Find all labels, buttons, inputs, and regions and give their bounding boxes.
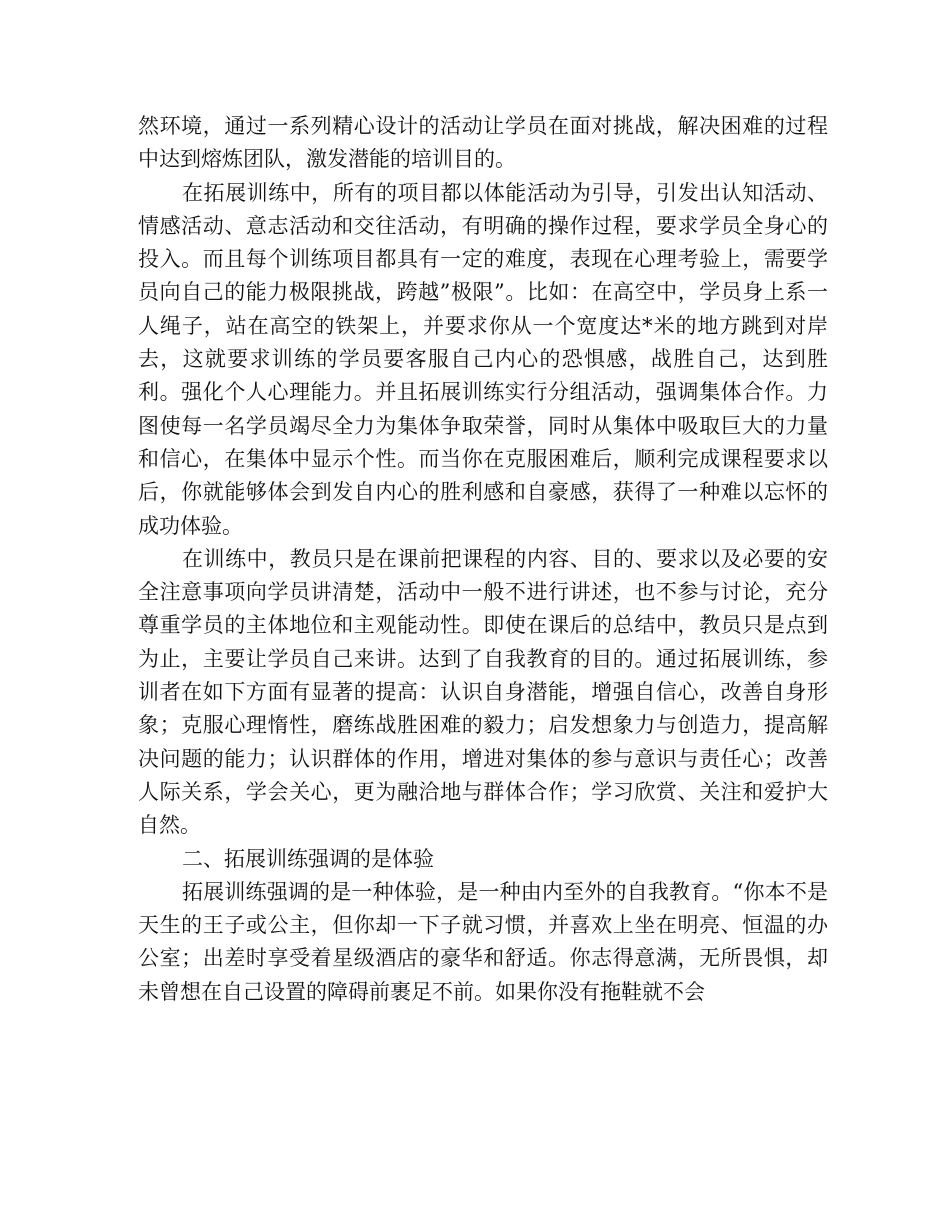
paragraph-2: 在拓展训练中，所有的项目都以体能活动为引导，引发出认知活动、情感活动、意志活动和交往活动，有明确的操作过程，要求学员全身心的投入。而且每个训练项目都具有一定的难度，表现在心理考验上，需要学员向自己的能力极限挑战，跨越”极限”。比如：在高空中，学员身上系一人绳子，站在高空的铁架上，并要求你从一个宽度达*米的地方跳到对岸去，这就要求训练的学员要客服自己内心的恐惧感，战胜自己，达到胜利。强化个人心理能力。并且拓展训练实行分组活动，强调集体合作。力图使每一名学员竭尽全力为集体争取荣誉，同时从集体中吸取巨大的力量和信心，在集体中显示个性。而当你在克服困难后，顺利完成课程要求以后，你就能够体会到发自内心的胜利感和自豪感，获得了一种难以忘怀的成功体验。 [138, 180, 828, 538]
paragraph-3: 在训练中，教员只是在课前把课程的内容、目的、要求以及必要的安全注意事项向学员讲清楚，活动中一般不进行讲述，也不参与讨论，充分尊重学员的主体地位和主观能动性。即使在课后的总结中，教员只是点到为止，主要让学员自己来讲。达到了自我教育的目的。通过拓展训练，参训者在如下方面有显著的提高：认识自身潜能，增强自信心，改善自身形象；克服心理惰性，磨练战胜困难的毅力；启发想象力与创造力，提高解决问题的能力；认识群体的作用，增进对集体的参与意识与责任心；改善人际关系，学会关心，更为融洽地与群体合作；学习欣赏、关注和爱护大自然。 [138, 546, 828, 838]
paragraph-1: 然环境，通过一系列精心设计的活动让学员在面对挑战，解决困难的过程中达到熔炼团队，激发潜能的培训目的。 [138, 114, 828, 172]
document-body [138, 110, 828, 1009]
paragraph-4: 拓展训练强调的是一种体验，是一种由内至外的自我教育。“你本不是天生的王子或公主，但你却一下子就习惯，并喜欢上坐在明亮、恒温的办公室；出差时享受着星级酒店的豪华和舒适。你志得意满，无所畏惧，却未曾想在自己设置的障碍前裹足不前。如果你没有拖鞋就不会 [138, 879, 828, 1004]
section-heading: 二、拓展训练强调的是体验 [182, 846, 434, 871]
